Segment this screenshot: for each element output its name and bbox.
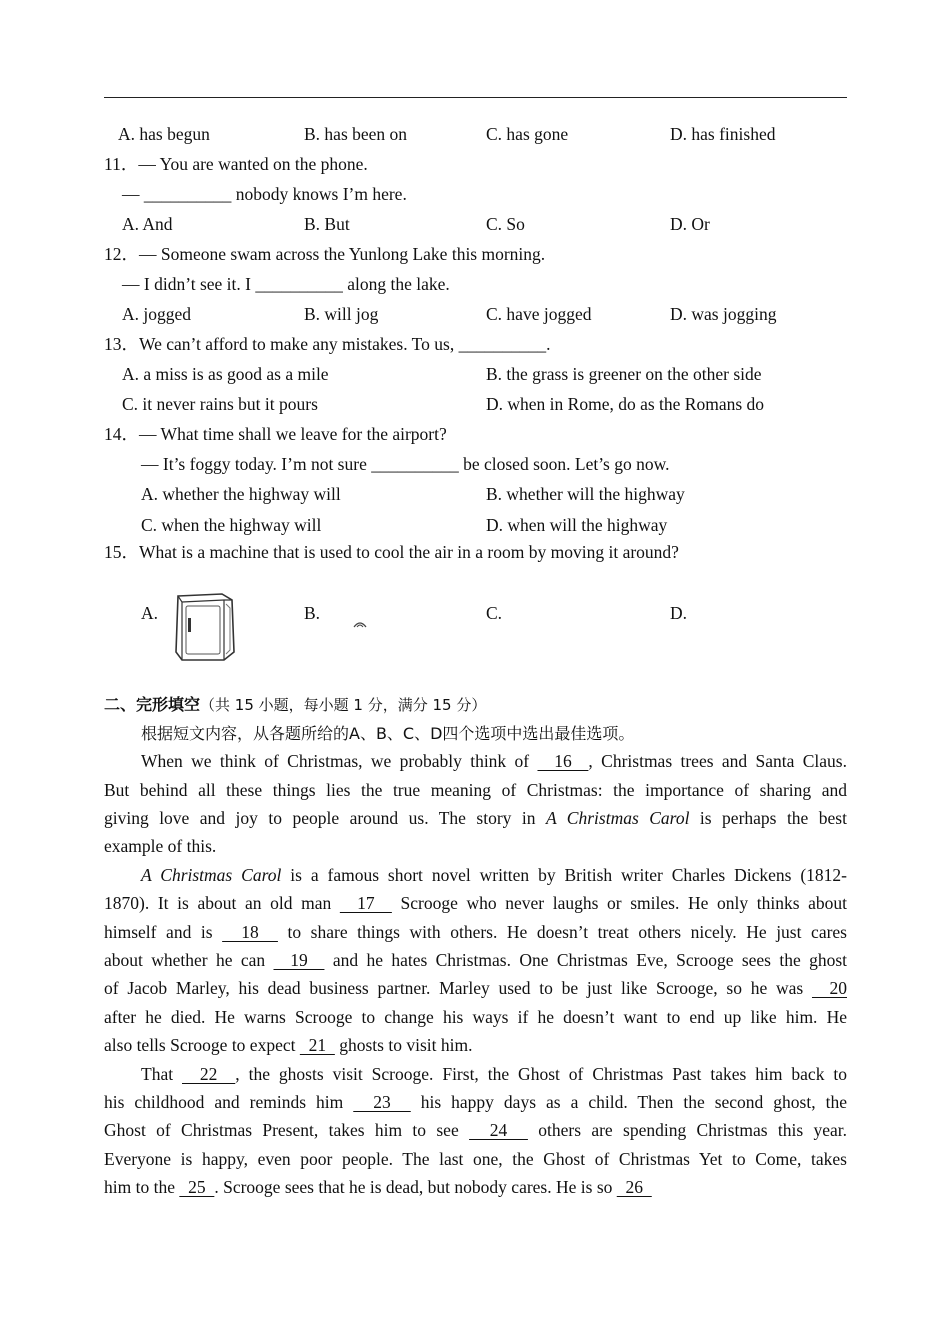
q13-option-d[interactable]: D. when in Rome, do as the Romans do [486, 394, 765, 414]
passage-p1-line2: But behind all these things lies the true meaning of Christmas: the importance of sharing and [104, 780, 847, 800]
passage-p3-line5: him to the 25 . Scrooge sees that he is dead, but nobody cares. He is so 26 [104, 1177, 652, 1197]
book-title: A Christmas Carol [141, 865, 282, 885]
q13-blank: __________ [458, 334, 547, 354]
passage-p2-line2: 1870). It is about an old man 17 Scrooge who never laughs or smiles. He only thinks about [104, 893, 848, 913]
blank-19: 19 [273, 950, 325, 970]
q11-prompt: 11．— You are wanted on the phone. [104, 154, 368, 174]
q11-option-d[interactable]: D. Or [670, 214, 710, 234]
passage-p3-line2: his childhood and reminds him 23 his happy days as a child. Then the second ghost, the [104, 1092, 847, 1112]
passage-p2-line7: also tells Scrooge to expect 21 ghosts to visit him. [104, 1035, 473, 1055]
passage-p1-line4: example of this. [104, 836, 217, 856]
header-rule [104, 97, 847, 98]
q12-blank: __________ [255, 274, 343, 294]
q12-option-d[interactable]: D. was jogging [670, 304, 777, 324]
blank-16: 16 [537, 751, 589, 771]
q14-prompt: 14．— What time shall we leave for the airport? [104, 424, 447, 444]
q13-option-a[interactable]: A. a miss is as good as a mile [122, 364, 329, 384]
blank-22: 22 [182, 1064, 236, 1084]
q10-option-a[interactable]: A. has begun [118, 124, 210, 144]
q12-option-c[interactable]: C. have jogged [486, 304, 592, 324]
q13-option-c[interactable]: C. it never rains but it pours [122, 394, 318, 414]
blank-20: 20 [811, 978, 847, 998]
passage-p1-line3: giving love and joy to people around us. The story in A Christmas Carol is perhaps the best [104, 808, 847, 828]
q11-option-a[interactable]: A. And [122, 214, 173, 234]
passage-p3-line1: That 22 , the ghosts visit Scrooge. First, the Ghost of Christmas Past takes him back to [141, 1064, 847, 1084]
q12-reply: — I didn’t see it. I __________ along the lake. [122, 274, 450, 294]
section2-note: （共 15 小题，每小题 1 分，满分 15 分） [200, 696, 487, 714]
passage-p2-line5: of Jacob Marley, his dead business partner. Marley used to be just like Scrooge, so he was 20 [104, 978, 847, 998]
passage-p3-line4: Everyone is happy, even poor people. The last one, the Ghost of Christmas Yet to Come, takes [104, 1149, 847, 1169]
q11-option-b[interactable]: B. But [304, 214, 350, 234]
q15-option-b[interactable]: B. [304, 603, 321, 623]
blank-24: 24 [469, 1120, 528, 1140]
blank-26: 26 [616, 1177, 652, 1197]
blank-18: 18 [222, 922, 278, 942]
q15-option-c[interactable]: C. [486, 603, 503, 623]
section2-heading: 二、完形填空（共 15 小题，每小题 1 分，满分 15 分） [104, 695, 487, 714]
blank-21: 21 [299, 1035, 335, 1055]
blank-25: 25 [179, 1177, 215, 1197]
q10-option-c[interactable]: C. has gone [486, 124, 569, 144]
refrigerator-icon [170, 590, 240, 662]
fan-icon [352, 620, 368, 628]
passage-p2-line3: himself and is 18 to share things with others. He doesn’t treat others nicely. He just cares [104, 922, 847, 942]
q10-option-b[interactable]: B. has been on [304, 124, 408, 144]
q14-option-d[interactable]: D. when will the highway [486, 515, 668, 535]
q11-option-c[interactable]: C. So [486, 214, 525, 234]
book-title: A Christmas Carol [545, 808, 690, 828]
q14-option-a[interactable]: A. whether the highway will [141, 484, 341, 504]
blank-23: 23 [353, 1092, 411, 1112]
q15-option-d[interactable]: D. [670, 603, 688, 623]
q15-option-a[interactable]: A. [141, 603, 159, 623]
blank-17: 17 [339, 893, 392, 913]
q15-prompt: 15．What is a machine that is used to cool the air in a room by moving it around? [104, 542, 679, 562]
passage-p2-line6: after he died. He warns Scrooge to change his ways if he doesn’t want to end up like him. He [104, 1007, 847, 1027]
passage-p1-line1: When we think of Christmas, we probably think of 16 , Christmas trees and Santa Claus. [141, 751, 847, 771]
q12-option-b[interactable]: B. will jog [304, 304, 379, 324]
q13-option-b[interactable]: B. the grass is greener on the other side [486, 364, 762, 384]
q14-option-b[interactable]: B. whether will the highway [486, 484, 685, 504]
q10-option-d[interactable]: D. has finished [670, 124, 776, 144]
q14-reply: — It’s foggy today. I’m not sure __________ be closed soon. Let’s go now. [141, 454, 670, 474]
q11-blank: __________ [143, 184, 232, 204]
q12-prompt: 12．— Someone swam across the Yunlong Lake this morning. [104, 244, 546, 264]
q14-blank: __________ [371, 454, 459, 474]
section2-instruction: 根据短文内容，从各题所给的A、B、C、D四个选项中选出最佳选项。 [141, 724, 635, 743]
q11-reply: — __________ nobody knows I’m here. [122, 184, 407, 204]
q14-option-c[interactable]: C. when the highway will [141, 515, 322, 535]
q13-prompt: 13．We can’t afford to make any mistakes. To us, __________. [104, 334, 551, 354]
passage-p2-line1: A Christmas Carol is a famous short novel written by British writer Charles Dickens (1812- [141, 865, 847, 885]
q12-option-a[interactable]: A. jogged [122, 304, 192, 324]
passage-p3-line3: Ghost of Christmas Present, takes him to see 24 others are spending Christmas this year. [104, 1120, 848, 1140]
passage-p2-line4: about whether he can 19 and he hates Christmas. One Christmas Eve, Scrooge sees the ghost [104, 950, 848, 970]
